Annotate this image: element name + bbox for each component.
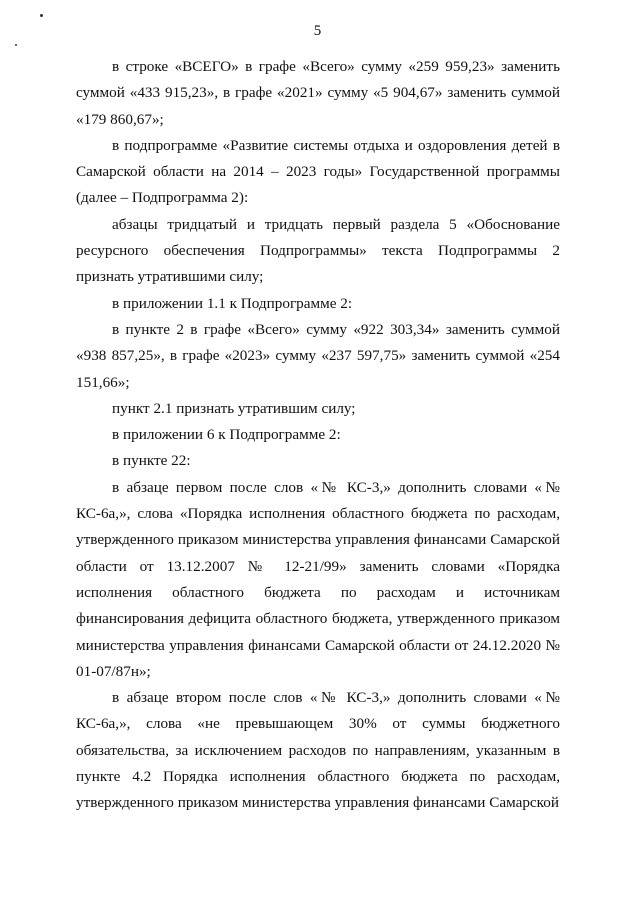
paragraph-first-abzats: в абзаце первом после слов «№ КС-3,» дополнить словами «№ КС-6а,», слова «Порядка исполнения областного бюджета по расходам, утвержденного приказом министерства управления финансами Самарской области от 13.12.2007 № 12-21/99» заменить словами «Порядка исполнения областного бюджета по расходам и источникам финансирования дефицита областного бюджета, утвержденного приказом министерства управления финансами Самарской области от 24.12.2020 № 01-07/87н»; xyxy=(76,478,560,680)
page-number: 5 xyxy=(313,23,322,39)
paragraph-point-2: в пункте 2 в графе «Всего» сумму «922 303,34» заменить суммой «938 857,25», в графе «2023» сумму «237 597,75» заменить суммой «254 151,66»; xyxy=(76,320,560,391)
paragraph-second-abzats: в абзаце втором после слов «№ КС-3,» дополнить словами «№ КС-6а,», слова «не превышающем 30% от суммы бюджетного обязательства, за исключением расходов по направлениям, указанным в пункте 4.2 Порядка исполнения областного бюджета по расходам, утвержденного приказом министерства управления финансами Самарской xyxy=(76,689,560,812)
paragraph-point-22: в пункте 22: xyxy=(112,452,191,470)
paragraph-appendix-6: в приложении 6 к Подпрограмме 2: xyxy=(112,426,341,444)
paragraph-vsego-row: в строке «ВСЕГО» в графе «Всего» сумму «259 959,23» заменить суммой «433 915,23», в графе «2021» сумму «5 904,67» заменить суммой «179 860,67»; xyxy=(76,58,560,128)
paragraph-appendix-1-1: в приложении 1.1 к Подпрограмме 2: xyxy=(112,294,353,312)
scan-speck xyxy=(15,44,17,46)
scan-speck xyxy=(40,14,43,17)
paragraph-subprogram-2: в подпрограмме «Развитие системы отдыха и оздоровления детей в Самарской области на 2014 – 2023 годы» Государственной программы (далее – Подпрограмма 2): xyxy=(76,136,560,207)
paragraph-section-5: абзацы тридцатый и тридцать первый раздела 5 «Обоснование ресурсного обеспечения Подпрограммы» текста Подпрограммы 2 признать утратившими силу; xyxy=(76,215,560,286)
document-body xyxy=(76,54,560,817)
paragraph-point-2-1: пункт 2.1 признать утратившим силу; xyxy=(112,399,356,417)
